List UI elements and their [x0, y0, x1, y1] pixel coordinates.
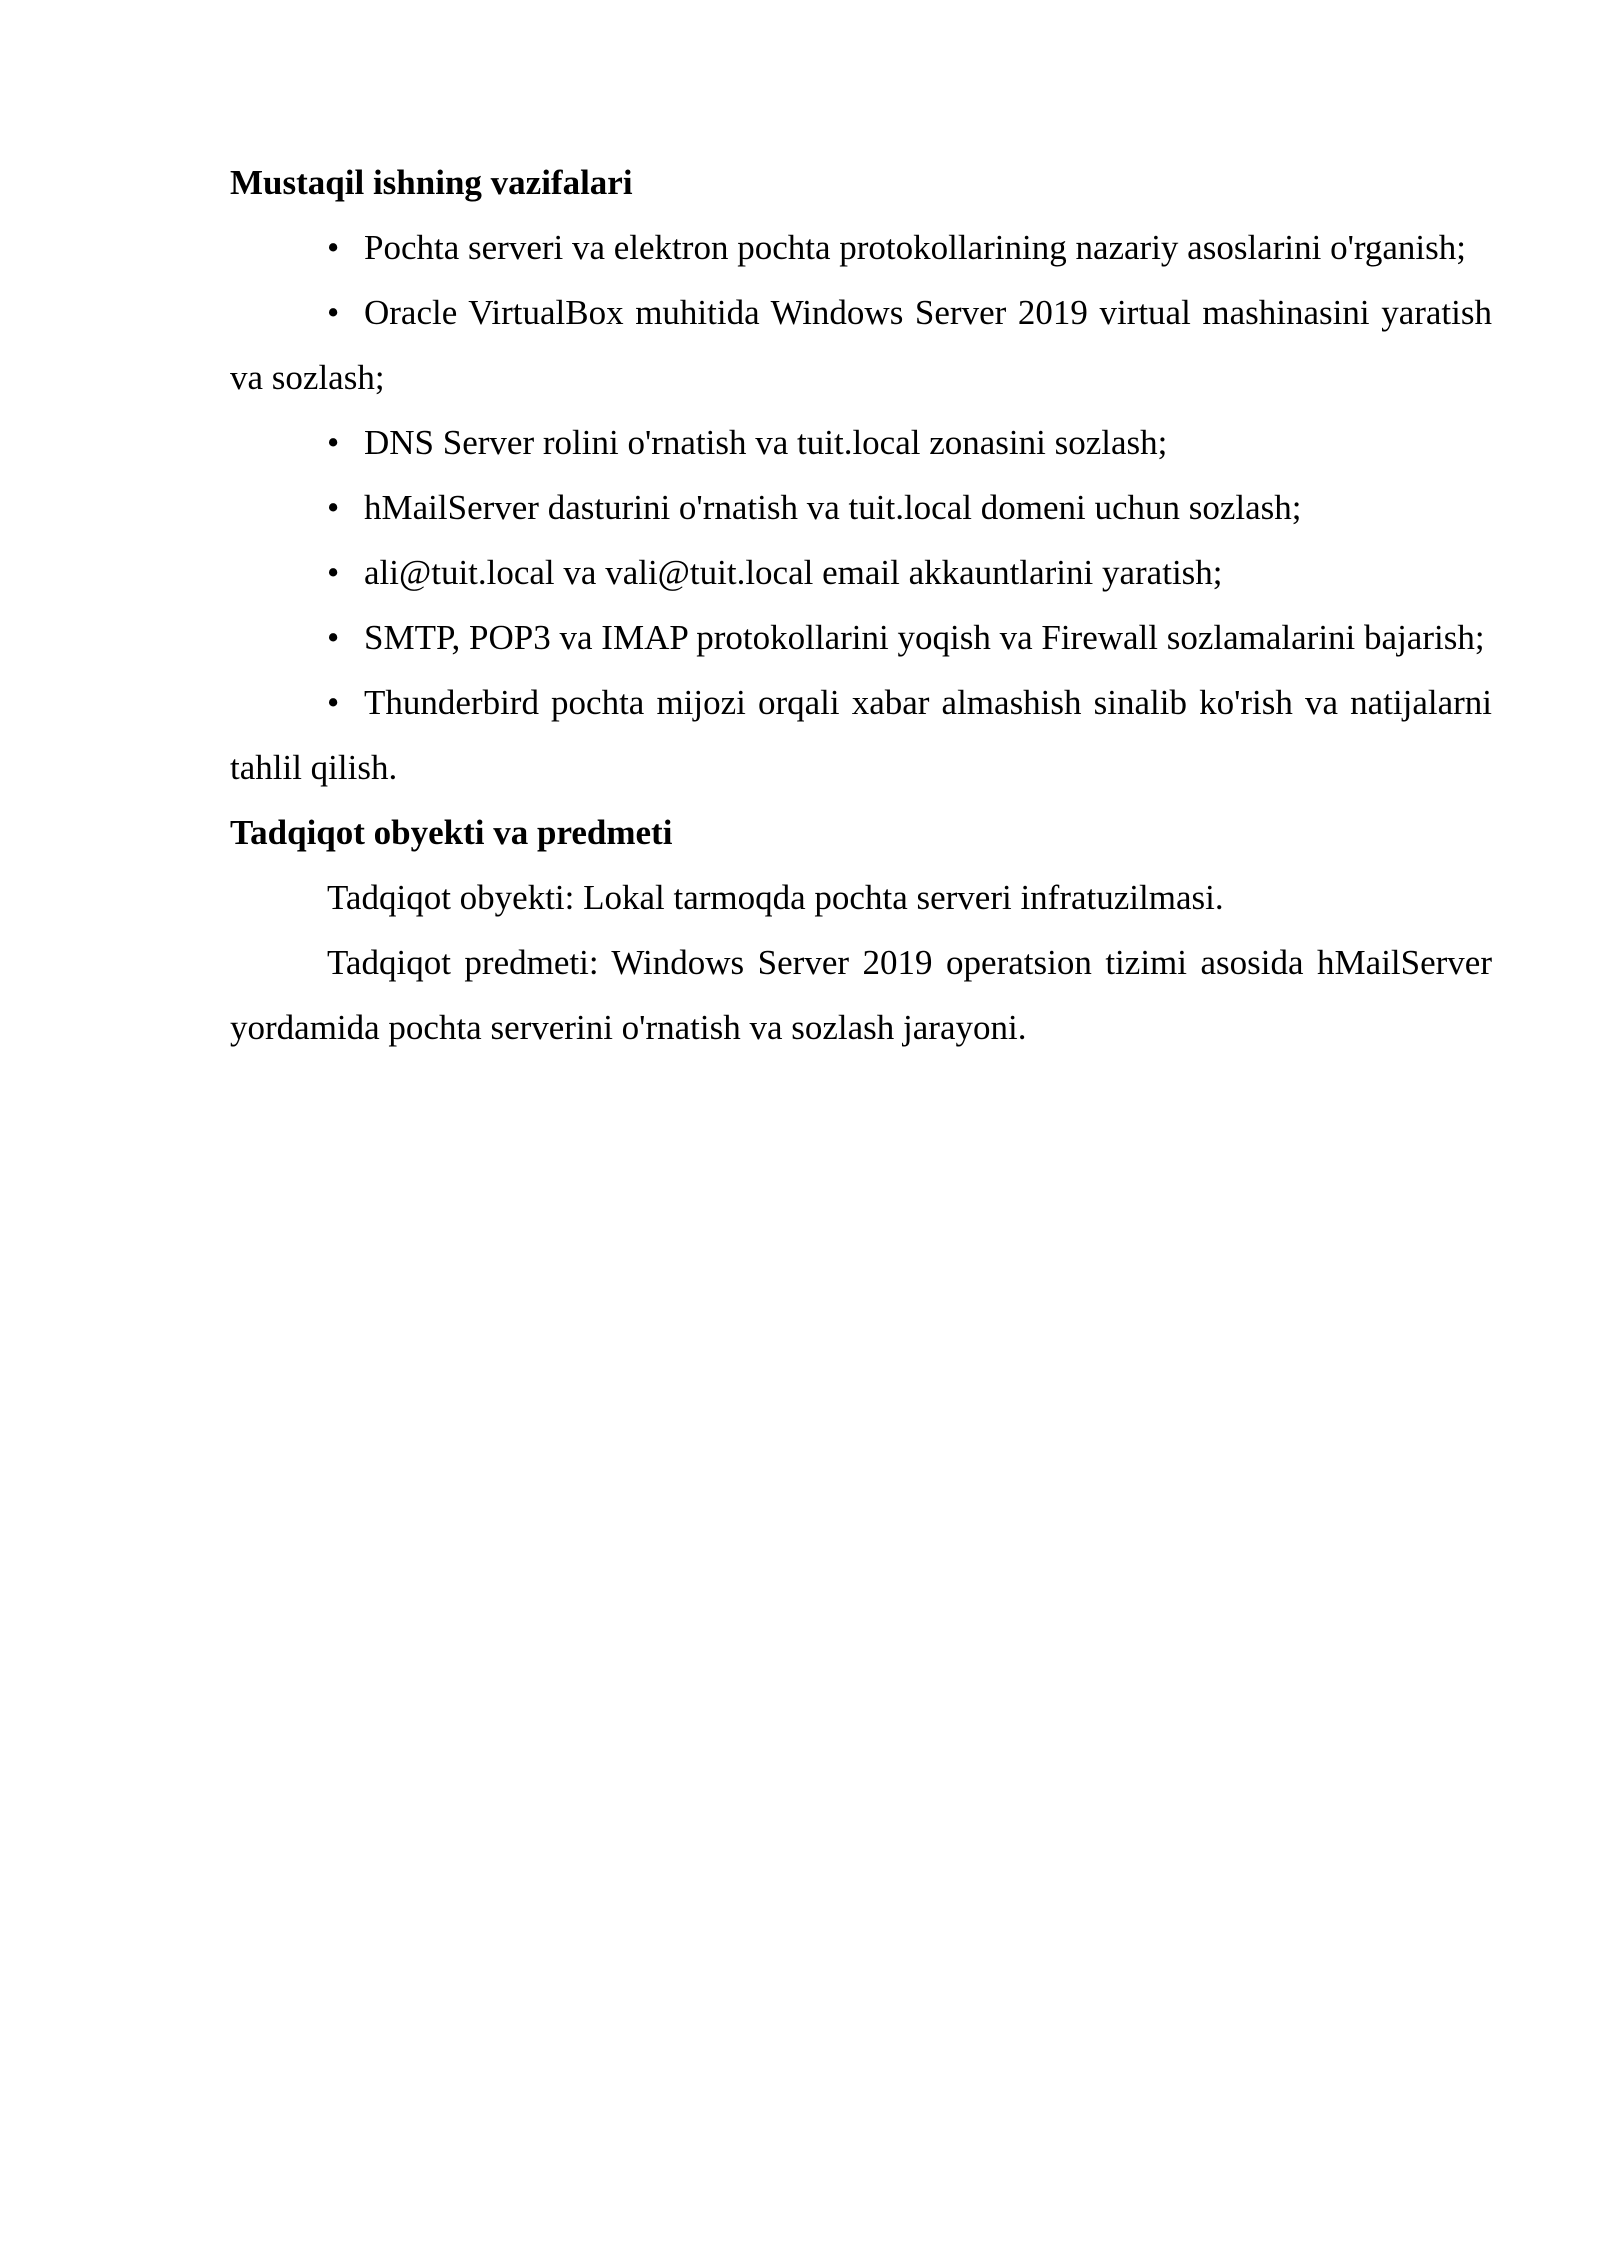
bullet-marker: • — [327, 683, 340, 722]
task-list — [230, 215, 1492, 800]
list-item — [230, 540, 1492, 605]
list-item — [230, 475, 1492, 540]
bullet-marker: • — [327, 423, 340, 462]
page-content — [230, 150, 1492, 1060]
list-item-text: Oracle VirtualBox muhitida Windows Server 2019 virtual mashinasini yaratish va sozlash; — [230, 293, 1492, 397]
bullet-marker: • — [327, 293, 340, 332]
list-item-text: Thunderbird pochta mijozi orqali xabar almashish sinalib ko'rish va natijalarni tahlil qilish. — [230, 683, 1492, 787]
list-item-text: DNS Server rolini o'rnatish va tuit.local zonasini sozlash; — [364, 423, 1168, 462]
section-heading-research: Tadqiqot obyekti va predmeti — [230, 813, 673, 852]
list-item — [230, 670, 1492, 800]
list-item-text: SMTP, POP3 va IMAP protokollarini yoqish va Firewall sozlamalarini bajarish; — [364, 618, 1485, 657]
bullet-marker: • — [327, 553, 340, 592]
section-heading-tasks: Mustaqil ishning vazifalari — [230, 163, 633, 202]
list-item — [230, 605, 1492, 670]
list-item — [230, 410, 1492, 475]
list-item — [230, 280, 1492, 410]
research-subject-paragraph: Tadqiqot predmeti: Windows Server 2019 operatsion tizimi asosida hMailServer yordamida pochta serverini o'rnatish va sozlash jarayoni. — [230, 943, 1492, 1047]
list-item-text: Pochta serveri va elektron pochta protokollarining nazariy asoslarini o'rganish; — [364, 228, 1467, 267]
list-item-text: hMailServer dasturini o'rnatish va tuit.local domeni uchun sozlash; — [364, 488, 1302, 527]
bullet-marker: • — [327, 228, 340, 267]
list-item-text: ali@tuit.local va vali@tuit.local email akkauntlarini yaratish; — [364, 553, 1223, 592]
bullet-marker: • — [327, 488, 340, 527]
list-item — [230, 215, 1492, 280]
research-object-paragraph: Tadqiqot obyekti: Lokal tarmoqda pochta serveri infratuzilmasi. — [327, 878, 1224, 917]
bullet-marker: • — [327, 618, 340, 657]
